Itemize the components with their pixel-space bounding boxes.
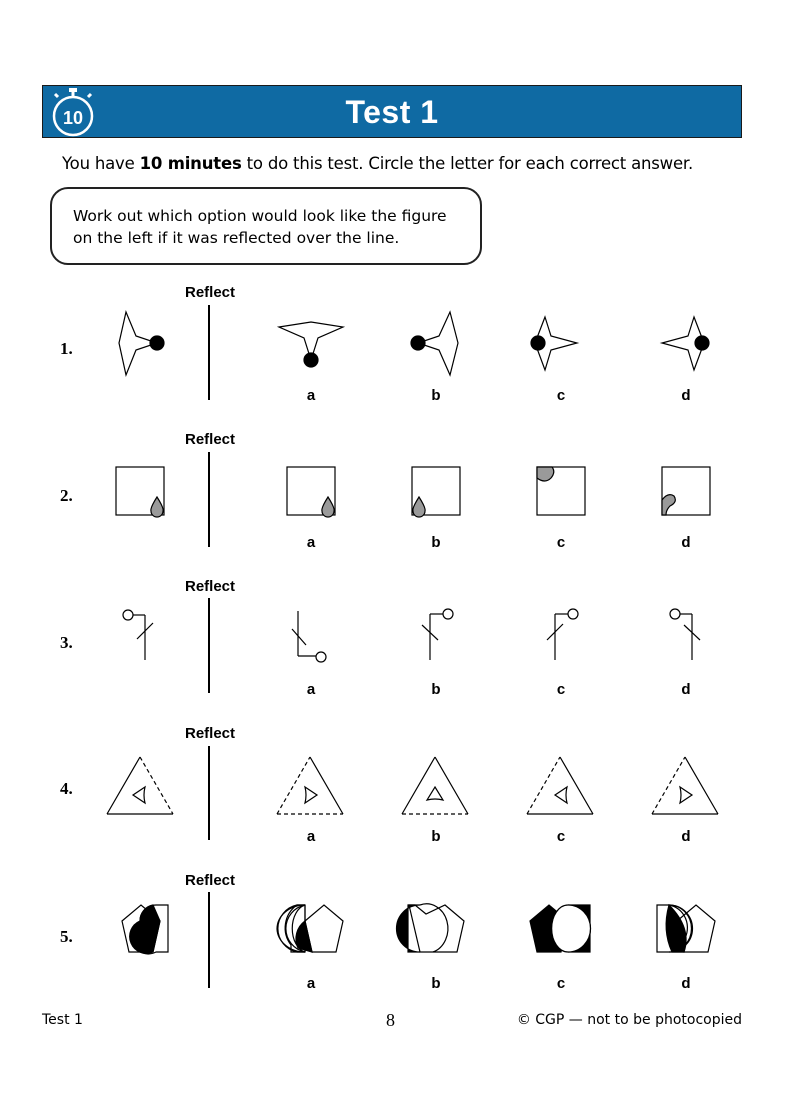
- option-letter-b[interactable]: b: [431, 534, 441, 551]
- option-letter-a[interactable]: a: [306, 681, 316, 698]
- q3-option-b: [422, 609, 453, 660]
- q1-figure: [119, 312, 164, 375]
- q5-option-a: [277, 905, 343, 952]
- option-letter-d[interactable]: d: [681, 828, 691, 845]
- option-letter-b[interactable]: b: [431, 681, 441, 698]
- q2-option-a: [287, 467, 335, 517]
- q5-option-d: [657, 905, 715, 952]
- question-number: 1.: [60, 339, 73, 358]
- option-letter-c[interactable]: c: [556, 387, 566, 404]
- option-letter-a[interactable]: a: [306, 975, 316, 992]
- reflect-label: Reflect: [184, 725, 236, 742]
- q3-option-a: [292, 611, 326, 662]
- q1-option-d: [662, 317, 709, 370]
- q5-option-c: [530, 905, 590, 952]
- q4-option-b: [402, 757, 468, 814]
- option-letter-a[interactable]: a: [306, 828, 316, 845]
- option-letter-c[interactable]: c: [556, 534, 566, 551]
- option-letter-c[interactable]: c: [556, 828, 566, 845]
- option-letter-d[interactable]: d: [681, 534, 691, 551]
- option-letter-b[interactable]: b: [431, 387, 441, 404]
- option-letter-b[interactable]: b: [431, 975, 441, 992]
- reflect-label: Reflect: [184, 578, 236, 595]
- q1-option-a: [279, 322, 343, 367]
- option-letter-c[interactable]: c: [556, 681, 566, 698]
- footer-test-label: Test 1: [42, 1012, 83, 1028]
- q3-figure: [123, 610, 153, 660]
- instruction-line-1: Work out which option would look like the figure: [73, 207, 447, 225]
- instruction-line-2: on the left if it was reflected over the line.: [73, 229, 400, 247]
- q1-option-b: [411, 312, 458, 375]
- q5-figure: [122, 905, 168, 954]
- question-number: 5.: [60, 927, 73, 946]
- q2-option-c: [537, 467, 585, 515]
- q3-option-c: [547, 609, 578, 660]
- timer-minutes: 10: [62, 108, 84, 128]
- option-letter-a[interactable]: a: [306, 534, 316, 551]
- option-letter-b[interactable]: b: [431, 828, 441, 845]
- q5-option-b: [396, 904, 464, 952]
- intro-text: You have 10 minutes to do this test. Circle the letter for each correct answer.: [62, 154, 694, 173]
- q3-option-d: [670, 609, 700, 660]
- option-letter-a[interactable]: a: [306, 387, 316, 404]
- q4-option-a: [277, 757, 343, 814]
- question-number: 2.: [60, 486, 73, 505]
- reflect-label: Reflect: [184, 872, 236, 889]
- q2-option-b: [412, 467, 460, 517]
- option-letter-d[interactable]: d: [681, 975, 691, 992]
- q4-option-d: [652, 757, 718, 814]
- q1-option-c: [531, 317, 577, 370]
- option-letter-d[interactable]: d: [681, 387, 691, 404]
- q2-option-d: [662, 467, 710, 515]
- footer-page-number: 8: [386, 1010, 395, 1030]
- q2-figure: [116, 467, 164, 517]
- footer-copyright: © CGP — not to be photocopied: [516, 1012, 742, 1028]
- q4-option-c: [527, 757, 593, 814]
- reflect-label: Reflect: [184, 284, 236, 301]
- option-letter-d[interactable]: d: [681, 681, 691, 698]
- page-title: Test 1: [345, 94, 439, 130]
- question-number: 4.: [60, 779, 73, 798]
- reflect-label: Reflect: [184, 431, 236, 448]
- q4-figure: [107, 757, 173, 814]
- question-number: 3.: [60, 633, 73, 652]
- option-letter-c[interactable]: c: [556, 975, 566, 992]
